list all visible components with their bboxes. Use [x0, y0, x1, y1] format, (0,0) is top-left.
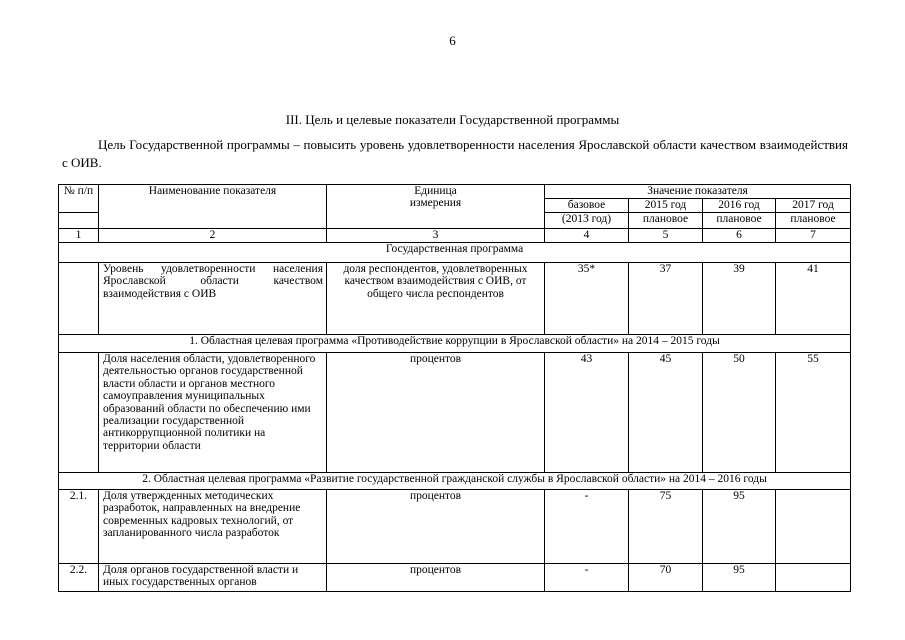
col-number: 5: [629, 229, 703, 243]
section-title-state-program: Государственная программа: [59, 243, 851, 263]
row-indicator-name: Уровень удовлетворенности населения Ярославской области качеством взаимодействия с ОИВ: [99, 263, 327, 335]
row-value-2017: 55: [776, 353, 851, 473]
header-planned-2016: плановое: [703, 213, 776, 229]
goal-paragraph: Цель Государственной программы – повысить уровень удовлетворенности населения Ярославской области качеством взаимодействия с ОИВ.: [62, 137, 848, 170]
column-numbers-row: [59, 229, 851, 243]
col-number: 6: [703, 229, 776, 243]
row-unit: доля респондентов, удовлетворенных качеством взаимодействия с ОИВ, от общего числа респондентов: [327, 263, 545, 335]
section-title-anticorruption: 1. Областная целевая программа «Противодействие коррупции в Ярославской области» на 2014 – 2015 годы: [59, 335, 851, 353]
header-num: № п/п: [59, 185, 99, 213]
row-indicator-name: Доля органов государственной власти и иных государственных органов: [99, 564, 327, 592]
table-row: [59, 353, 851, 473]
table-row: [59, 564, 851, 592]
row-num: [59, 353, 99, 473]
section-title: III. Цель и целевые показатели Государственной программы: [285, 112, 620, 127]
header-base-top: базовое: [545, 199, 629, 213]
header-name: Наименование показателя: [99, 185, 327, 229]
table-row: [59, 263, 851, 335]
row-value-2016: 95: [703, 564, 776, 592]
row-value-2016: 39: [703, 263, 776, 335]
row-num: 2.1.: [59, 490, 99, 564]
col-number: 3: [327, 229, 545, 243]
header-planned-2017: плановое: [776, 213, 851, 229]
header-value-group: Значение показателя: [545, 185, 851, 199]
indicators-table: [58, 184, 851, 592]
page-number: 6: [449, 33, 456, 48]
header-planned-2015: плановое: [629, 213, 703, 229]
col-number: 7: [776, 229, 851, 243]
row-unit: процентов: [327, 564, 545, 592]
section-header-row: [59, 473, 851, 490]
row-unit: процентов: [327, 353, 545, 473]
header-base-bottom: (2013 год): [545, 213, 629, 229]
row-base-value: 35*: [545, 263, 629, 335]
row-base-value: -: [545, 490, 629, 564]
row-value-2016: 50: [703, 353, 776, 473]
section-header-row: [59, 335, 851, 353]
row-indicator-name: Доля утвержденных методических разработок, направленных на внедрение современных кадровых технологий, от запланированного числа разработок: [99, 490, 327, 564]
row-num: [59, 263, 99, 335]
col-number: 2: [99, 229, 327, 243]
row-value-2016: 95: [703, 490, 776, 564]
row-value-2015: 45: [629, 353, 703, 473]
row-value-2015: 37: [629, 263, 703, 335]
row-value-2017: [776, 564, 851, 592]
row-value-2015: 75: [629, 490, 703, 564]
row-value-2017: 41: [776, 263, 851, 335]
section-title-civil-service: 2. Областная целевая программа «Развитие государственной гражданской службы в Ярославской области» на 2014 – 2016 годы: [59, 473, 851, 490]
header-2017: 2017 год: [776, 199, 851, 213]
row-value-2015: 70: [629, 564, 703, 592]
row-unit: процентов: [327, 490, 545, 564]
row-indicator-name: Доля населения области, удовлетворенного деятельностью органов государственной власти области и органов местного самоуправления муниципальных образований области по обеспечению ими реализации государственной антикоррупционной политики на территории области: [99, 353, 327, 473]
header-unit: Единица измерения: [327, 185, 545, 229]
header-2015: 2015 год: [629, 199, 703, 213]
header-num-blank: [59, 213, 99, 229]
col-number: 1: [59, 229, 99, 243]
row-value-2017: [776, 490, 851, 564]
row-num: 2.2.: [59, 564, 99, 592]
header-row-top: [59, 185, 851, 199]
row-base-value: -: [545, 564, 629, 592]
col-number: 4: [545, 229, 629, 243]
section-header-row: [59, 243, 851, 263]
header-2016: 2016 год: [703, 199, 776, 213]
table-row: [59, 490, 851, 564]
row-base-value: 43: [545, 353, 629, 473]
